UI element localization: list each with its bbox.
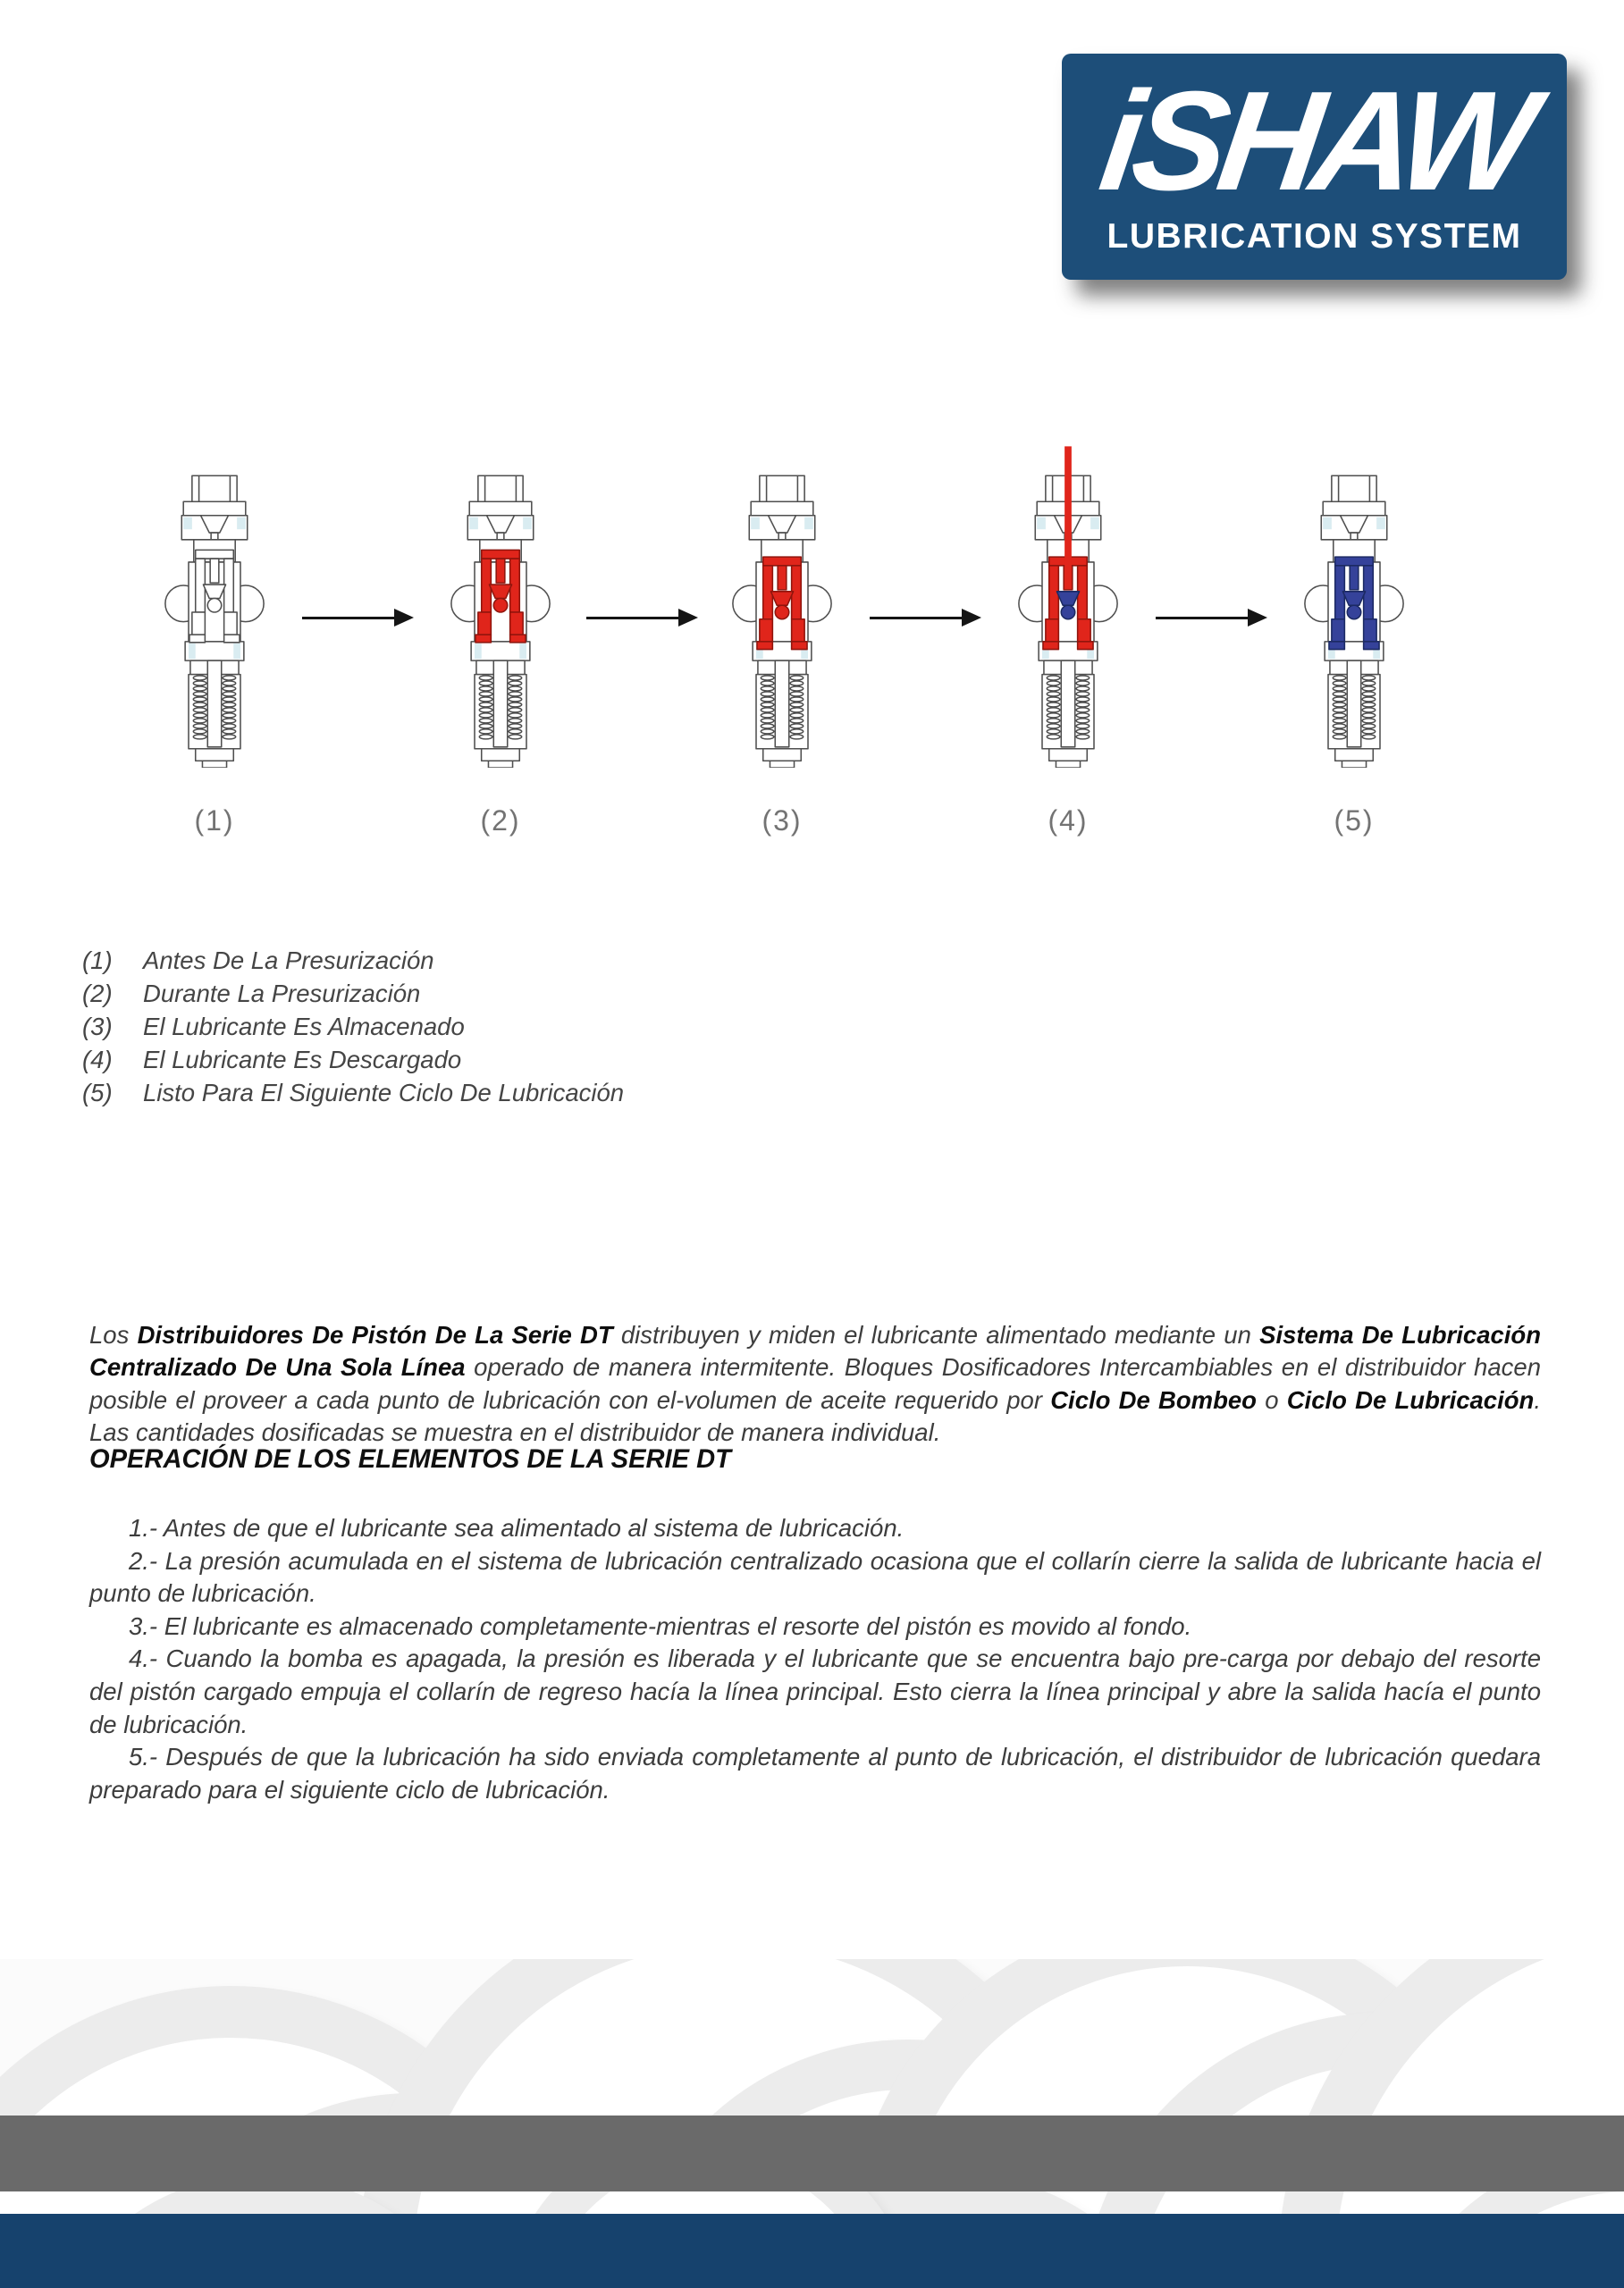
stage-label: (3) — [762, 804, 803, 837]
logo-wordmark: iSHAW — [1091, 63, 1537, 220]
stage-label: (5) — [1334, 804, 1375, 837]
intro-bold-segment: Distribuidores De Pistón De La Serie DT — [137, 1320, 613, 1349]
caption-text: Antes De La Presurización — [143, 946, 434, 974]
caption-number: (4) — [82, 1046, 113, 1073]
caption-text: Listo Para El Siguiente Ciclo De Lubricación — [143, 1079, 625, 1106]
section-heading: OPERACIÓN DE LOS ELEMENTOS DE LA SERIE DT — [89, 1444, 731, 1474]
caption-item — [82, 944, 624, 977]
flow-arrow-icon — [1156, 617, 1249, 619]
caption-text: El Lubricante Es Descargado — [143, 1046, 462, 1073]
caption-item — [82, 977, 624, 1010]
caption-text: El Lubricante Es Almacenado — [143, 1013, 465, 1040]
valve-diagram-stage-4 — [1014, 431, 1122, 837]
caption-item — [82, 1076, 624, 1109]
caption-number: (2) — [82, 980, 113, 1007]
caption-item — [82, 1043, 624, 1076]
operation-list-item: 1.- Antes de que el lubricante sea alimentado al sistema de lubricación. — [129, 1514, 905, 1542]
valve-diagram-stage-2 — [447, 431, 554, 837]
intro-segment: Los — [89, 1320, 138, 1349]
stage-label: (2) — [480, 804, 521, 837]
intro-segment: distribuyen y miden el lubricante alimentado mediante un — [612, 1320, 1260, 1349]
intro-segment: . Las cantidades dosificadas se muestra en el distribuidor de manera individual. — [89, 1385, 1541, 1447]
stage-label: (1) — [194, 804, 235, 837]
intro-paragraph — [89, 1319, 1541, 1450]
caption-number: (3) — [82, 1013, 113, 1040]
logo-subtitle: LUBRICATION SYSTEM — [1107, 217, 1522, 256]
flow-arrow-icon — [302, 617, 395, 619]
operation-list-item: 4.- Cuando la bomba es apagada, la presión es liberada y el lubricante que se encuentra bajo pre-carga por debajo del resorte del pistón cargado empuja el collarín de regreso hacía la línea principal. Esto cierra la línea principal y abre la salida hacía el punto de lubricación. — [89, 1644, 1541, 1738]
operation-list — [89, 1512, 1541, 1806]
operation-list-item: 3.- El lubricante es almacenado completamente-mientras el resorte del pistón es movido al fondo. — [129, 1611, 1192, 1640]
intro-segment: o — [1256, 1385, 1287, 1414]
intro-bold-segment: Sistema De Lubricación Centralizado De Una Sola Línea — [89, 1320, 1542, 1382]
footer-gray-band — [0, 2116, 1624, 2191]
intro-bold-segment: Ciclo De Bombeo — [1050, 1385, 1257, 1414]
caption-number: (1) — [82, 946, 113, 974]
footer-blue-band — [0, 2214, 1624, 2288]
valve-diagram-stage-3 — [728, 431, 836, 837]
valve-diagram-stage-1 — [161, 431, 268, 837]
flow-arrow-icon — [586, 617, 679, 619]
intro-segment: operado de manera intermitente. Bloques Dosificadores Intercambiables en el distribuidor hacen posible el proveer a cada punto de lubricación con el-volumen de aceite requerido por — [89, 1353, 1541, 1414]
operation-list-item: 2.- La presión acumulada en el sistema de lubricación centralizado ocasiona que el collarín cierre la salida de lubricante hacia el punto de lubricación. — [89, 1546, 1541, 1608]
stage-label: (4) — [1048, 804, 1089, 837]
flow-arrow-icon — [870, 617, 963, 619]
caption-number: (5) — [82, 1079, 113, 1106]
operation-list-item: 5.- Después de que la lubricación ha sido enviada completamente al punto de lubricación, el distribuidor de lubricación quedara preparado para el siguiente ciclo de lubricación. — [89, 1743, 1541, 1804]
company-logo — [1062, 54, 1567, 280]
caption-text: Durante La Presurización — [143, 980, 421, 1007]
intro-bold-segment: Ciclo De Lubricación — [1286, 1385, 1535, 1414]
caption-item — [82, 1010, 624, 1043]
valve-diagram-stage-5 — [1300, 431, 1408, 837]
caption-list — [82, 944, 624, 1109]
